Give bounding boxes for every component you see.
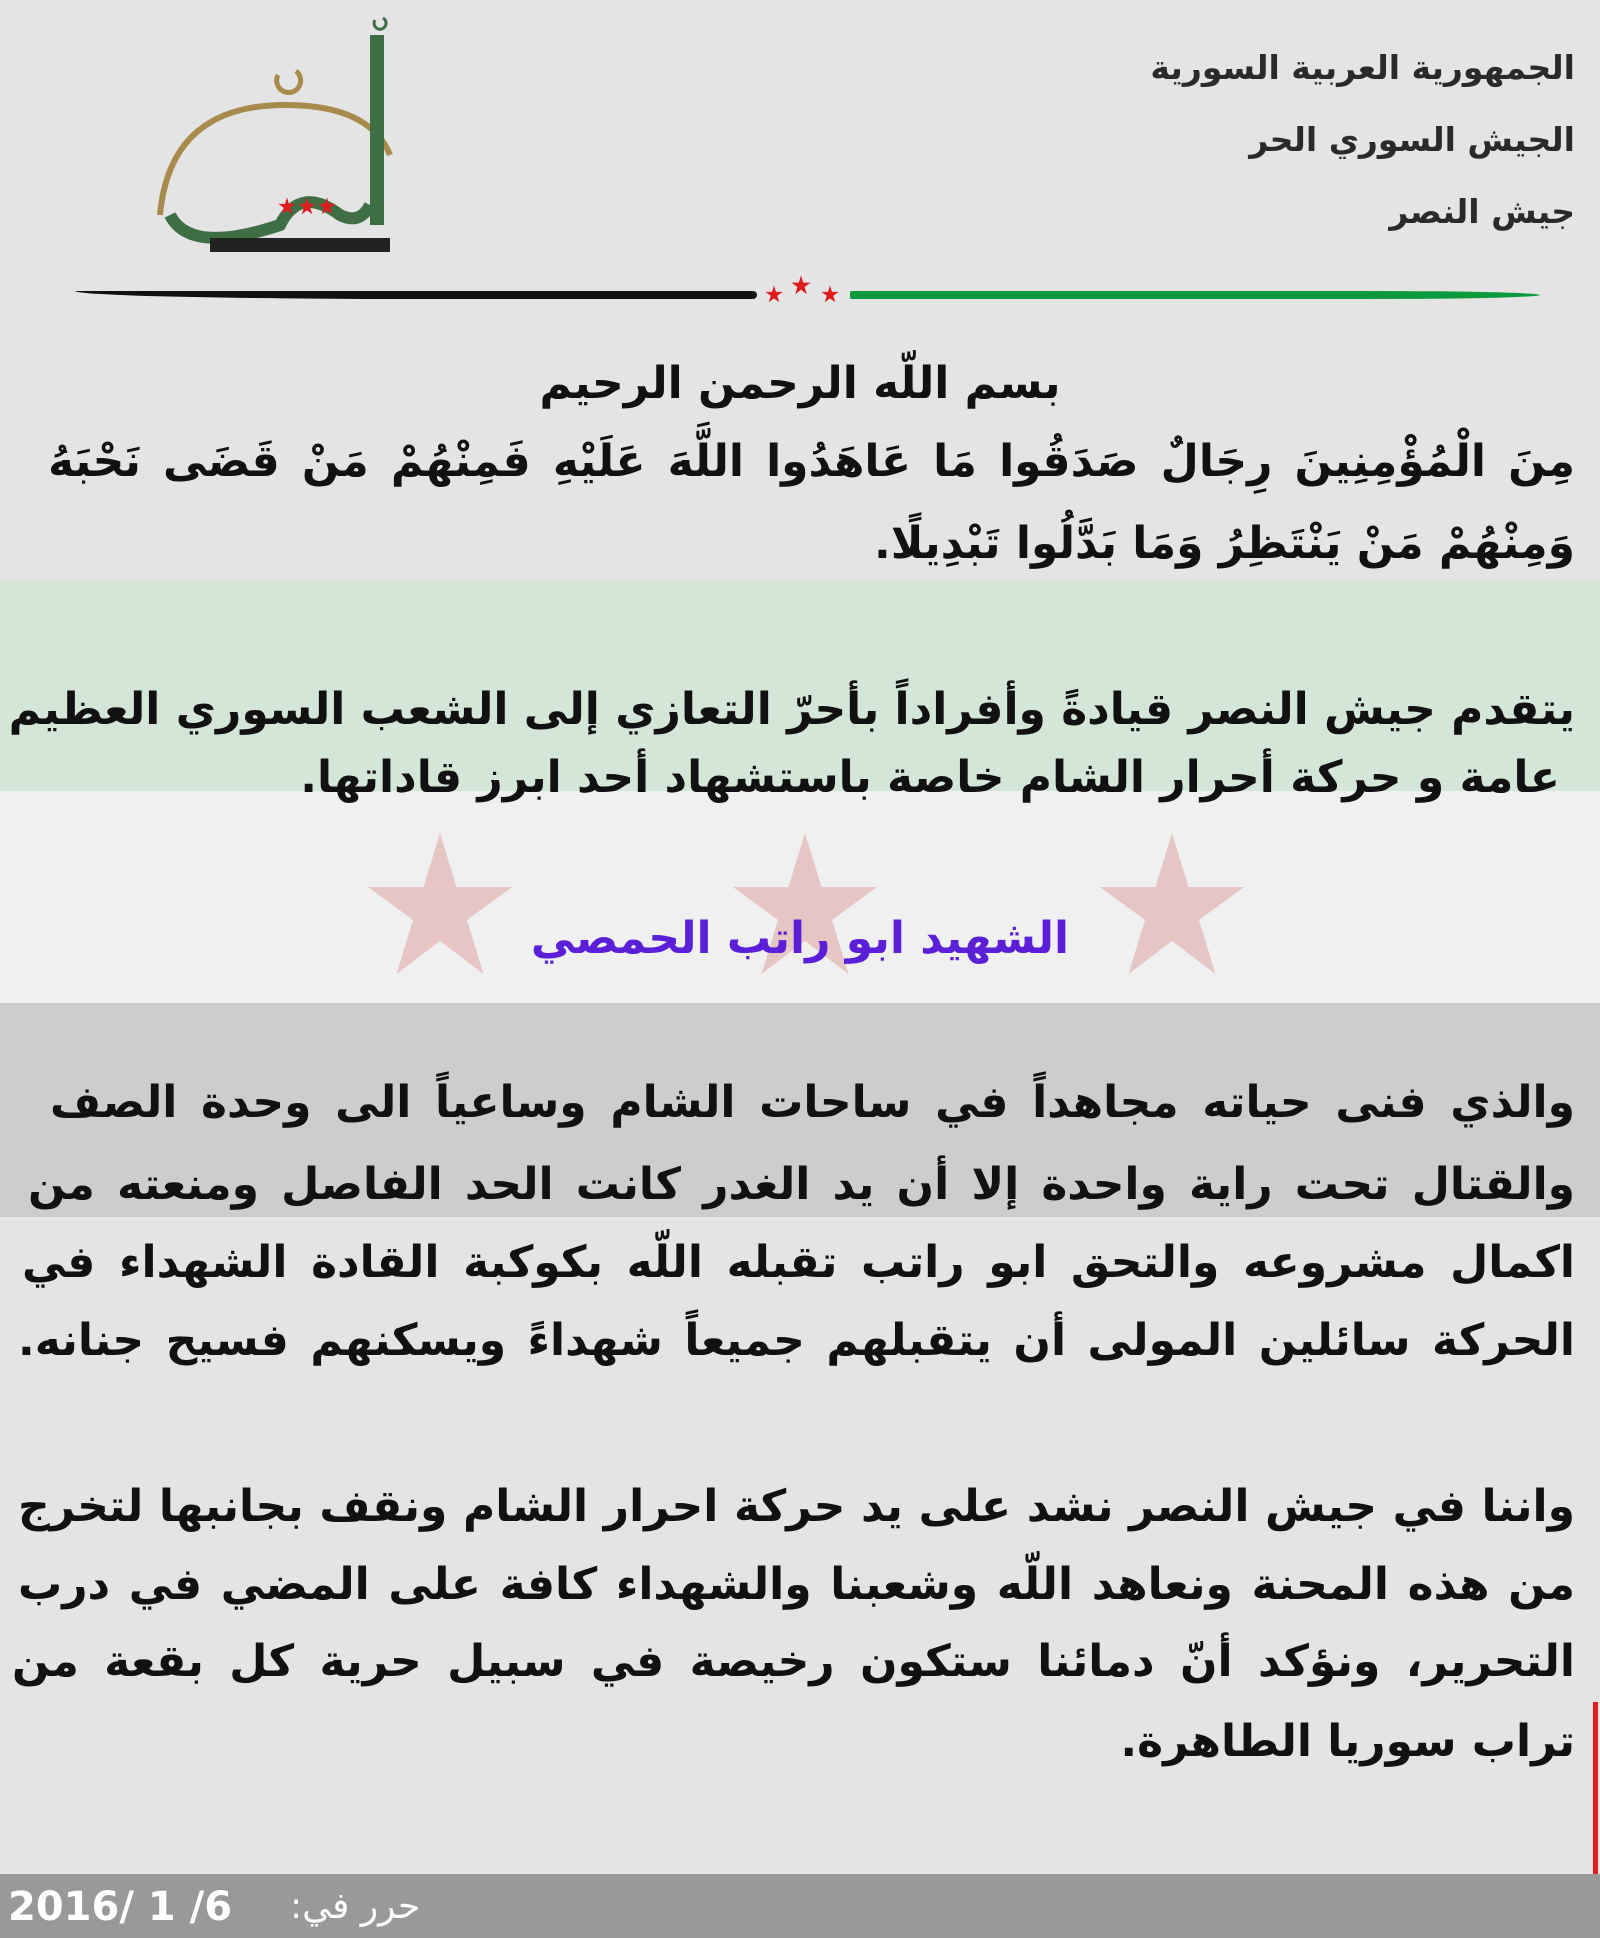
paragraph2-line: التحرير، ونؤكد أنّ دمائنا ستكون رخيصة في سبيل حرية كل بقعة من (12, 1636, 1575, 1687)
paragraph1-line: الحركة سائلين المولى أن يتقبلهم جميعاً شهداءً ويسكنهم فسيح جنانه. (18, 1315, 1575, 1366)
red-margin-line (1593, 1702, 1598, 1874)
footer-bar (0, 1874, 1600, 1938)
paragraph1-line: اكمال مشروعه والتحق ابو راتب تقبله اللّه بكوكبة القادة الشهداء في (22, 1237, 1575, 1288)
star-icon (821, 285, 839, 303)
paragraph2-line: من هذه المحنة ونعاهد اللّه وشعبنا والشهداء كافة على المضي في درب (18, 1559, 1575, 1610)
star-icon (791, 275, 811, 295)
logo (150, 15, 420, 265)
header-line: الجيش السوري الحر (1249, 120, 1575, 159)
verse-line: وَمِنْهُمْ مَنْ يَنْتَظِرُ وَمَا بَدَّلُوا تَبْدِيلًا. (874, 518, 1575, 569)
condolence-line: يتقدم جيش النصر قيادةً وأفراداً بأحرّ التعازي إلى الشعب السوري العظيم (8, 684, 1575, 735)
divider (75, 289, 1540, 301)
paragraph1-line: والذي فنى حياته مجاهداً في ساحات الشام وساعياً الى وحدة الصف (50, 1077, 1575, 1128)
paragraph2-line: تراب سوريا الطاهرة. (1120, 1716, 1575, 1767)
paragraph2-line: واننا في جيش النصر نشد على يد حركة احرار الشام ونقف بجانبها لتخرج (18, 1481, 1575, 1532)
basmala: بسم اللّه الرحمن الرحيم (539, 358, 1061, 409)
header-line: الجمهورية العربية السورية (1150, 48, 1575, 87)
footer-label: حرر في: (290, 1886, 421, 1927)
martyr-name: الشهيد ابو راتب الحمصي (530, 913, 1070, 964)
star-icon (765, 285, 783, 303)
condolence-line: عامة و حركة أحرار الشام خاصة باستشهاد أحد ابرز قاداتها. (300, 752, 1560, 803)
verse-line: مِنَ الْمُؤْمِنِينَ رِجَالٌ صَدَقُوا مَا عَاهَدُوا اللَّهَ عَلَيْهِ فَمِنْهُمْ مَنْ قَضَى نَحْبَهُ (48, 436, 1575, 487)
paragraph1-line: والقتال تحت راية واحدة إلا أن يد الغدر كانت الحد الفاصل ومنعته من (28, 1159, 1575, 1210)
footer-date: 2016/ 1 /6 (8, 1884, 233, 1930)
header-line: جيش النصر (1389, 192, 1575, 231)
